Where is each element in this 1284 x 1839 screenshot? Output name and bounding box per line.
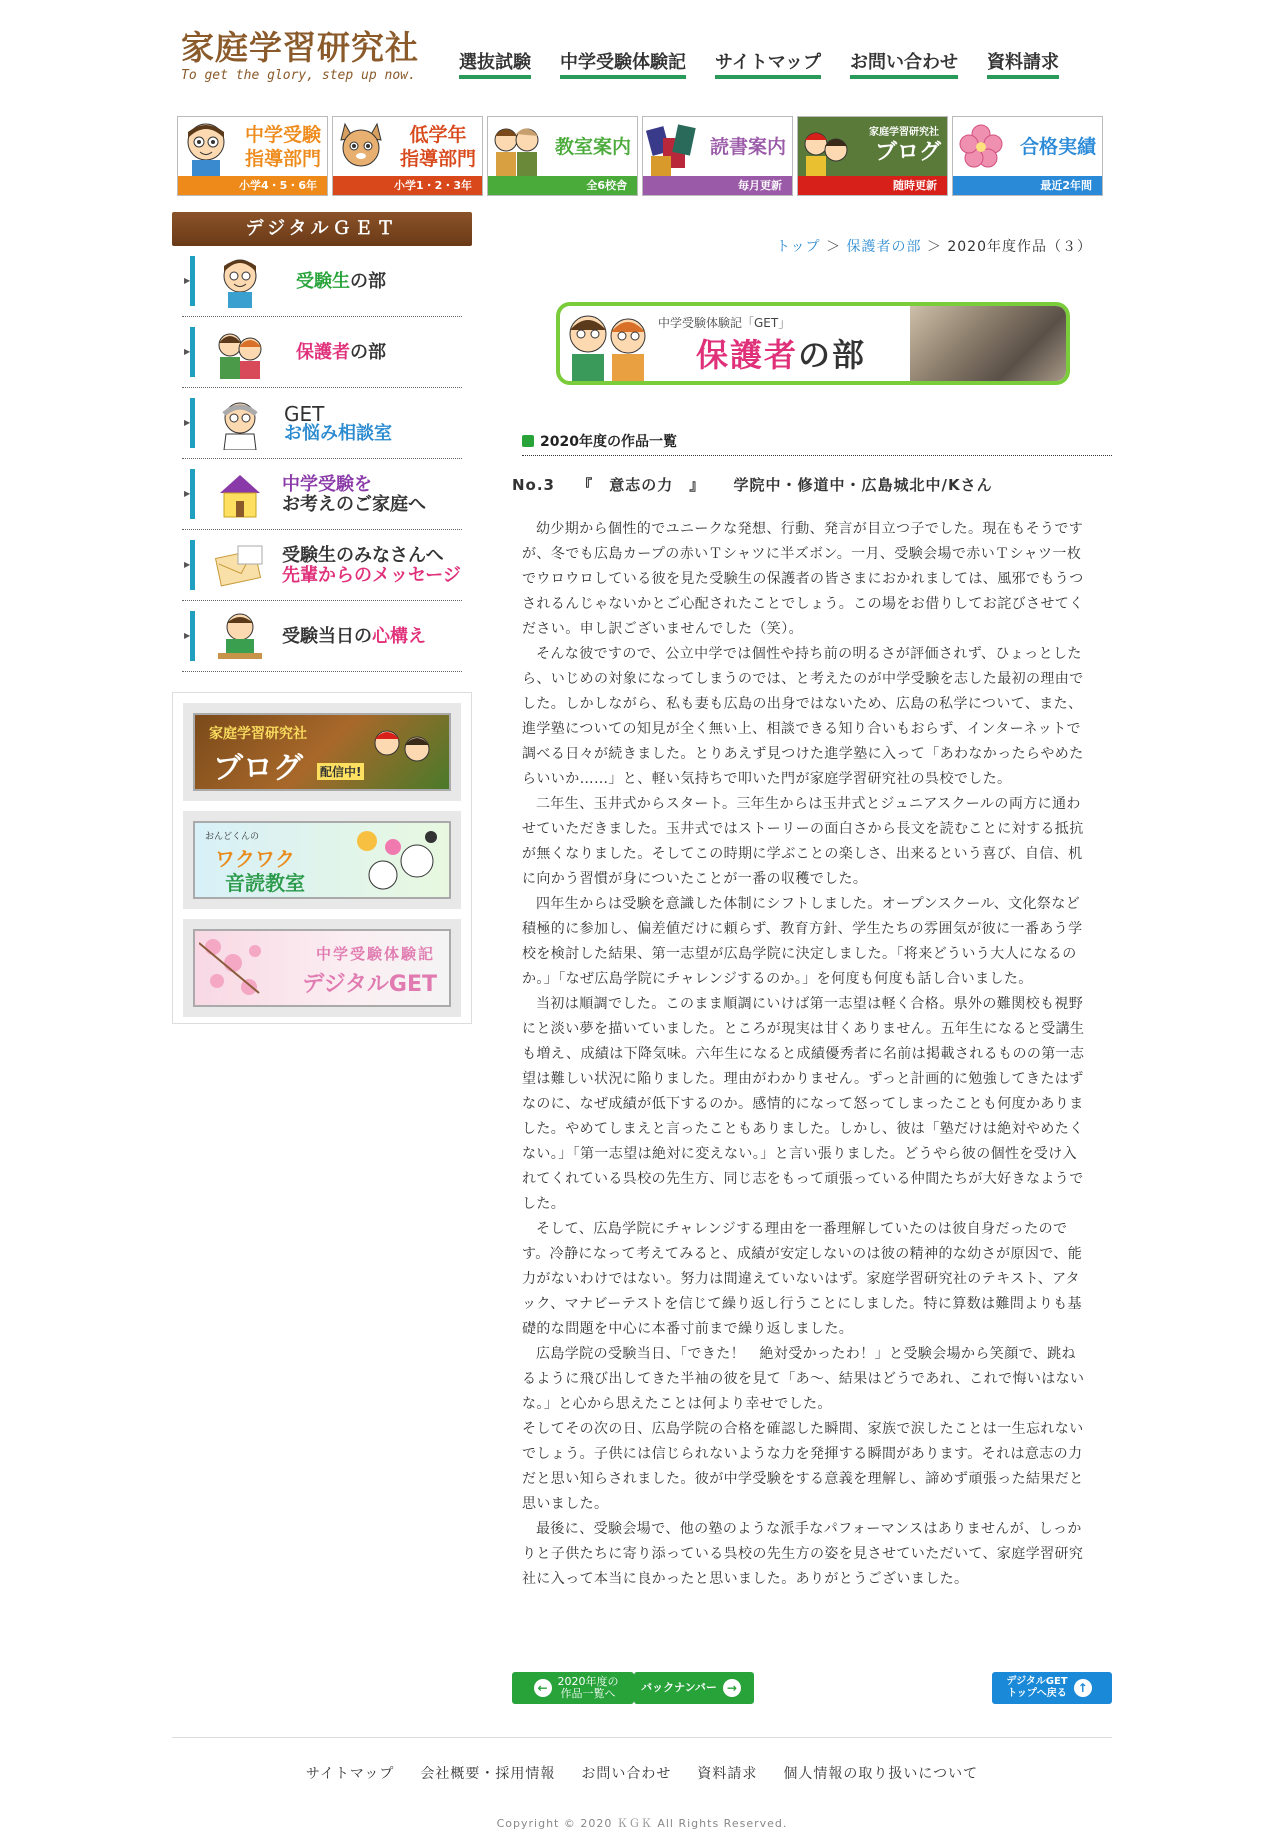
chevron-right-icon: ▶	[184, 631, 191, 640]
banner-kyoshitsu-title: 教室案内	[554, 136, 631, 158]
nav-contact[interactable]: お問い合わせ	[850, 52, 958, 79]
student-desk-icon	[212, 609, 268, 663]
banner-teigakunen-sub: 小学1・2・3年	[333, 176, 482, 195]
banner-gokaku-title: 合格実績	[1019, 136, 1096, 158]
paragraph: 四年生からは受験を意識した体制にシフトしました。オープンスクール、文化祭など積極的に参加し、偏差値だけに頼らず、教育方針、学生たちの雰囲気が彼に一番あう学校を検討した結果、第一志望が広島学院に決定しました。「将来どういう大人になるのか。」「なぜ広島学院にチャレンジするのか。」を何度も何度も話し合いました。	[522, 896, 1083, 987]
paragraph: そしてその次の日、広島学院の合格を確認した瞬間、家族で涙したことは一生忘れないでしょう。子供には信じられないような力を発揮する瞬間があります。それは意志の力だと思い知らされました。彼が中学受験をする意義を理解し、諦めず頑張った結果だと思いました。	[522, 1421, 1084, 1512]
sidebar-banners	[172, 692, 472, 1024]
paragraph: そんな彼ですので、公立中学では個性や持ち前の明るさが評価されず、ひょっとしたら、いじめの対象になってしまうのでは、と考えたのが中学受験を志した最初の理由でした。しかしながら、私も妻も広島の出身ではないため、広島の私学について、また、進学塾についての知見が全く無い上、相談できる知り合いもおらず、インターネットで調べる日々が続きました。とりあえず見つけた進学塾に入って「あわなかったらやめたらいいか……」と、軽い気持ちで叩いた門が家庭学習研究社の呉校でした。	[522, 646, 1084, 787]
breadcrumb-top[interactable]: トップ	[775, 239, 821, 255]
sidebar	[172, 212, 472, 672]
sidebar-item-kokorogamae[interactable]	[182, 601, 462, 672]
category-banners	[177, 116, 1103, 196]
sidebar-item-gokatei[interactable]	[182, 459, 462, 530]
nav-senbatsu[interactable]: 選抜試験	[459, 52, 531, 79]
paragraph: 広島学院の受験当日、「できた！ 絶対受かったわ！」と受験会場から笑顔で、跳ねるように飛び出してきた半袖の彼を見て「あ～、結果はどうであれ、これで悔いはないな。」と心から思えたことは何より幸せでした。	[522, 1346, 1085, 1412]
nav-taikenki[interactable]: 中学受験体験記	[560, 52, 686, 79]
sidebar-item-kokorogamae-a: 受験当日の	[282, 625, 372, 647]
sidebar-item-message[interactable]	[182, 530, 462, 601]
paragraph: 幼少期から個性的でユニークな発想、行動、発言が目立つ子でした。現在もそうですが、冬でも広島カープの赤いＴシャツに半ズボン。一月、受験会場で赤いＴシャツ一枚でウロウロしている彼を見た受験生の保護者の皆さまにおかれましては、風邪でもうつされるんじゃないかとご心配されたことでしょう。この場をお借りしてお詫びさせてください。申し訳ございませんでした（笑）。	[522, 521, 1084, 637]
sidebar-item-gokatei-b: お考えのご家庭へ	[282, 493, 426, 515]
sidebar-item-jukensei[interactable]	[182, 246, 462, 317]
digital-get-top-button[interactable]: デジタルGET トップへ戻る ↑	[992, 1672, 1112, 1704]
sidebar-item-kokorogamae-b: 心構え	[372, 625, 426, 647]
section-header-banner	[556, 302, 1070, 385]
banner-blog-sub: 随時更新	[798, 176, 947, 195]
sidebar-item-sodan-a: GET	[284, 401, 325, 426]
animal-illustration-icon	[335, 120, 387, 178]
banner-teigakunen-title: 低学年 指導部門	[399, 124, 476, 170]
banner-dokusho[interactable]	[642, 116, 793, 196]
header-title: 保護者の部	[696, 336, 867, 374]
entry-heading	[512, 474, 993, 495]
teachers-illustration-icon	[490, 120, 542, 178]
kids-illustration-icon	[800, 120, 852, 178]
ondoku-banner-big2: 音読教室	[225, 871, 305, 895]
nav-sitemap[interactable]: サイトマップ	[715, 52, 821, 79]
parents-illustration-icon	[560, 306, 656, 382]
sakura-flower-icon	[955, 120, 1007, 178]
footer-divider	[172, 1737, 1112, 1738]
paragraph: 二年生、玉井式からスタート。三年生からは玉井式とジュニアスクールの両方に通わせていただきました。玉井式ではストーリーの面白さから長文を読むことに対する抵抗が無くなりました。そしてこの時期に学ぶことの楽しさ、出来るという喜び、自信、机に向かう習慣が身についたことが一番の収穫でした。	[522, 796, 1084, 887]
kids-illustration-icon	[363, 719, 443, 787]
footer-company[interactable]: 会社概要・採用情報	[420, 1766, 556, 1782]
blog-banner-tag: 配信中!	[317, 763, 364, 780]
paragraph: 当初は順調でした。このまま順調にいけば第一志望は軽く合格。県外の難関校も視野にと淡い夢を描いていました。ところが現実は甘くありません。五年生になると受講生も増え、成績は下降気味。六年生になると成績優秀者に名前は掲載されるものの第一志望は難しい状況に陥りました。理由がわかりません。ずっと計画的に勉強してきたはずなのに、なぜ成績が低下するのか。感情的になって怒ってしまったことも何度かありました。やめてしまえと言ったこともありました。しかし、彼は「塾だけは絶対やめたくない。」「第一志望は絶対に変えない。」と言い張りました。どうやら彼の個性を受け入れてくれている呉校の先生方、同じ志をもって頑張っている仲間たちが大好きなようでした。	[522, 996, 1085, 1212]
chevron-right-icon: ▶	[184, 418, 191, 427]
breadcrumb: トップ ＞ 保護者の部 ＞ 2020年度作品（３）	[775, 239, 1092, 255]
paragraph: 最後に、受験会場で、他の塾のような派手なパフォーマンスはありませんが、しっかりと子供たちに寄り添っている呉校の先生方の姿を見させていただいて、家庭学習研究社に入って本当に良かったと思いました。ありがとうございました。	[522, 1521, 1084, 1587]
square-bullet-icon	[522, 435, 534, 447]
paragraph: そして、広島学院にチャレンジする理由を一番理解していたのは彼自身だったのです。冷静になって考えてみると、成績が安定しないのは彼の精神的な幼さが原因で、能力がないわけではない。努力は間違えていないはず。家庭学習研究社のテキスト、アタック、マナビーテストを信じて繰り返し行うことにしました。特に算数は難問よりも基礎的な問題を中心に本番寸前まで繰り返しました。	[522, 1221, 1083, 1337]
arrow-left-icon: ←	[534, 1679, 552, 1697]
banner-blog-title: ブログ	[874, 140, 941, 165]
books-illustration-icon	[645, 120, 697, 178]
sidebar-item-sodan-b: お悩み相談室	[284, 422, 392, 444]
sidebar-item-gokatei-a: 中学受験を	[282, 473, 372, 495]
chevron-right-icon: ▶	[184, 489, 191, 498]
sidebar-item-jukensei-a: 受験生	[296, 270, 350, 292]
sidebar-item-hogosha-b: の部	[350, 341, 386, 363]
banner-blog-small: 家庭学習研究社	[869, 127, 939, 138]
arrow-right-icon: →	[723, 1679, 741, 1697]
banner-kyoshitsu-sub: 全6校舎	[488, 176, 637, 195]
sidebar-item-message-a: 受験生のみなさんへ	[282, 544, 444, 566]
chevron-right-icon: ▶	[184, 347, 191, 356]
entry-title: 『 意志の力 』	[577, 476, 706, 494]
sidebar-item-hogosha[interactable]	[182, 317, 462, 388]
site-logo[interactable]	[181, 30, 431, 90]
blog-banner-big: ブログ	[213, 751, 303, 786]
character-illustration-icon	[353, 827, 443, 895]
blog-banner[interactable]	[183, 703, 461, 801]
entry-number: No.3	[512, 476, 555, 494]
digital-get-banner-small: 中学受験体験記	[315, 945, 435, 963]
essay-body	[522, 517, 1090, 1592]
list-title: 2020年度の作品一覧	[522, 431, 1112, 456]
copyright: Copyright © 2020 ＫＧＫ All Rights Reserved.	[496, 1817, 788, 1830]
digital-get-banner[interactable]	[183, 919, 461, 1017]
chevron-right-icon: ▶	[184, 560, 191, 569]
student-boy-icon	[212, 254, 268, 308]
banner-blog[interactable]	[797, 116, 948, 196]
list-button[interactable]: ← 2020年度の 作品一覧へ	[512, 1672, 634, 1704]
house-icon	[212, 467, 268, 521]
footer-privacy[interactable]: 個人情報の取り扱いについて	[783, 1766, 979, 1782]
breadcrumb-section[interactable]: 保護者の部	[846, 239, 922, 255]
header-subtitle: 中学受験体験記「GET」	[658, 316, 791, 330]
logo-tagline: To get the glory, step up now.	[181, 68, 416, 83]
footer-contact[interactable]: お問い合わせ	[581, 1766, 672, 1782]
parents-icon	[212, 325, 268, 379]
arrow-up-icon: ↑	[1074, 1679, 1092, 1697]
footer-sitemap[interactable]: サイトマップ	[305, 1766, 395, 1782]
entry-author: 学院中・修道中・広島城北中/Kさん	[733, 476, 993, 494]
footer-nav	[0, 1763, 1284, 1783]
boy-illustration-icon	[180, 120, 232, 178]
banner-chugaku[interactable]	[177, 116, 328, 196]
nav-request[interactable]: 資料請求	[987, 52, 1059, 79]
banner-gokaku[interactable]	[952, 116, 1103, 196]
sidebar-item-sodan[interactable]	[182, 388, 462, 459]
ondoku-banner-small: おんどくんの	[205, 832, 260, 842]
sidebar-title: デジタルＧＥＴ	[172, 212, 472, 246]
breadcrumb-current: 2020年度作品（３）	[947, 239, 1092, 255]
backnumber-button[interactable]: バックナンバー →	[634, 1672, 754, 1704]
ondoku-banner[interactable]	[183, 811, 461, 909]
banner-kyoshitsu[interactable]	[487, 116, 638, 196]
digital-get-banner-big: デジタルGET	[302, 972, 437, 997]
banner-chugaku-title: 中学受験 指導部門	[244, 124, 321, 170]
footer-request[interactable]: 資料請求	[697, 1766, 758, 1782]
logo-title: 家庭学習研究社	[181, 28, 419, 67]
banner-dokusho-sub: 毎月更新	[643, 176, 792, 195]
doctor-icon	[212, 396, 268, 450]
banner-teigakunen[interactable]	[332, 116, 483, 196]
seminar-photo	[910, 306, 1066, 382]
banner-chugaku-sub: 小学4・5・6年	[178, 176, 327, 195]
chevron-right-icon: ▶	[184, 276, 191, 285]
sidebar-item-jukensei-b: の部	[350, 270, 386, 292]
banner-dokusho-title: 読書案内	[709, 136, 786, 158]
sidebar-item-hogosha-a: 保護者	[296, 341, 350, 363]
blog-banner-small: 家庭学習研究社	[209, 726, 307, 742]
ondoku-banner-big: ワクワク	[215, 847, 295, 871]
top-nav	[459, 52, 1059, 79]
envelope-icon	[212, 538, 268, 592]
sidebar-item-message-b: 先輩からのメッセージ	[282, 564, 461, 586]
banner-gokaku-sub: 最近2年間	[953, 176, 1102, 195]
sakura-branch-icon	[199, 933, 279, 1003]
